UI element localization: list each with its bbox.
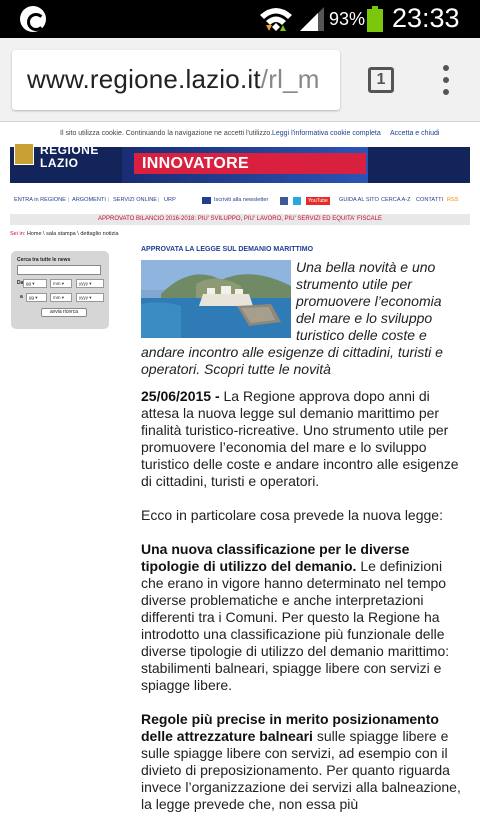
url-path: /rl_m [260, 64, 320, 94]
status-bar [0, 0, 480, 38]
battery-percentage: 93% [329, 9, 366, 29]
app-notification-icon [20, 6, 46, 32]
nav-item-argomenti[interactable]: ARGOMENTI [72, 197, 106, 203]
to-year-value: yyyy [79, 295, 88, 300]
from-year-value: yyyy [79, 281, 88, 286]
article-photo [141, 260, 291, 338]
to-day-select[interactable]: gg ▾ [26, 293, 47, 302]
site-banner[interactable] [10, 143, 470, 183]
paragraph-4-text: sulle spiagge libere e sulle spiagge libere con servizi, ad esempio con il divieto di preposizionamento. Per quanto riguarda invece l’organizzazione dei servizi alla balneazione, la legge prevede che, non essa più [141, 728, 461, 812]
paragraph-4-heading: Regole più precise in merito posizionamento delle attrezzature balneari [141, 711, 439, 744]
nav-divider: | [108, 197, 110, 203]
from-day-select[interactable]: gg ▾ [23, 279, 47, 288]
nav-contatti[interactable]: CONTATTI [416, 197, 444, 203]
from-month-select[interactable]: mm ▾ [50, 279, 72, 288]
region-logo [14, 143, 34, 165]
article-intro-text: Una bella novità e uno strumento utile per promuovere l’economia del mare e lo sviluppo turistico delle coste e andare incontro alle esigenze di cittadini, turisti e operatori. Scopri tutte le novità [141, 259, 443, 377]
search-title: Cerca tra tutte le news [17, 257, 71, 263]
from-year-select[interactable]: yyyy ▾ [76, 279, 104, 288]
paragraph-4 [141, 711, 461, 813]
nav-item-urp[interactable]: URP [164, 197, 176, 203]
twitter-icon[interactable] [293, 197, 301, 205]
tab-switcher-button[interactable]: 1 [368, 67, 394, 93]
cookie-accept-link[interactable]: Accetta e chiudi [390, 130, 440, 137]
facebook-icon[interactable] [280, 197, 288, 205]
to-month-value: mm [53, 295, 61, 300]
nav-item-entra[interactable]: ENTRA in REGIONE [14, 197, 66, 203]
date-from-row [17, 279, 105, 288]
to-day-value: gg [29, 295, 35, 300]
youtube-icon[interactable]: YouTube [306, 197, 330, 205]
url-host: www.regione.lazio.it [27, 64, 261, 94]
region-name: REGIONE LAZIO [40, 143, 99, 170]
browser-toolbar [0, 38, 480, 122]
article-body [141, 388, 461, 830]
to-year-select[interactable]: yyyy ▾ [76, 293, 104, 302]
paragraph-1-text: La Regione approva dopo anni di attesa la nuova legge sul demanio marittimo per finalità turistico-ricreative. Uno strumento utile per promuovere l’economia del mare e lo sviluppo turistico delle coste e andare incontro alle esigenze di cittadini, turisti e operatori. [141, 388, 459, 489]
date-from-label: Da [17, 280, 24, 286]
nav-divider: | [158, 197, 160, 203]
signal-icon [298, 7, 326, 31]
paragraph-1 [141, 388, 461, 490]
nav-divider: | [68, 197, 70, 203]
web-page [0, 122, 480, 812]
cookie-message: Il sito utilizza cookie. Continuando la navigazione ne accetti l'utilizzo. [60, 130, 273, 137]
article-date: 25/06/2015 - [141, 388, 220, 404]
url-text[interactable] [27, 64, 320, 95]
from-day-value: gg [26, 281, 32, 286]
newsletter-link[interactable]: Iscriviti alla newsletter [214, 197, 269, 203]
date-to-label: a [20, 294, 23, 300]
rss-link[interactable]: RSS [447, 197, 459, 203]
paragraph-3-heading: Una nuova classificazione per le diverse tipologie di utilizzo del demanio. [141, 541, 410, 574]
nav-item-servizi[interactable]: SERVIZI ONLINE [113, 197, 158, 203]
nav-cerca-az[interactable]: CERCA A-Z [381, 197, 411, 203]
news-ticker[interactable]: APPROVATO BILANCIO 2016-2018: PIU' SVILUPPO, PIU' LAVORO, PIU' SERVIZI ED EQUITA' FISCALE [10, 214, 470, 225]
news-search-panel [11, 251, 109, 329]
nav-guida[interactable]: GUIDA AL SITO [339, 197, 379, 203]
banner-slogan: INNOVATORE [134, 153, 366, 174]
wifi-icon [258, 5, 294, 33]
article-title: APPROVATA LA LEGGE SUL DEMANIO MARITTIMO [141, 246, 314, 253]
clock: 23:33 [392, 3, 460, 33]
address-bar[interactable] [12, 50, 340, 110]
cookie-policy-link[interactable]: Leggi l'informativa cookie completa [272, 130, 381, 137]
envelope-icon[interactable] [202, 197, 211, 204]
date-to-row [17, 293, 105, 302]
search-submit-button[interactable]: avvia ricerca [41, 308, 87, 317]
to-month-select[interactable]: mm ▾ [50, 293, 72, 302]
paragraph-2: Ecco in particolare cosa prevede la nuova legge: [141, 507, 443, 523]
search-input[interactable] [17, 265, 101, 275]
breadcrumb [10, 231, 119, 237]
paragraph-3-text: Le definizioni che erano in vigore hanno determinato nel tempo diverse problematiche e anche interpretazioni differenti tra i Comuni. Per questo la Regione ha introdotto una classificazione più funzionale delle diverse tipologie di utilizzo del demanio marittimo: stabilimenti balneari, spiagge libere con servizi e spiagge libere. [141, 558, 450, 693]
breadcrumb-label: Sei in: [10, 231, 26, 237]
main-nav [10, 194, 470, 208]
battery-icon [367, 6, 383, 32]
from-month-value: mm [53, 281, 61, 286]
overflow-menu-icon[interactable] [436, 65, 456, 95]
paragraph-3 [141, 541, 461, 694]
breadcrumb-path[interactable]: Home \ sala stampa \ dettaglio notizia [26, 231, 119, 237]
